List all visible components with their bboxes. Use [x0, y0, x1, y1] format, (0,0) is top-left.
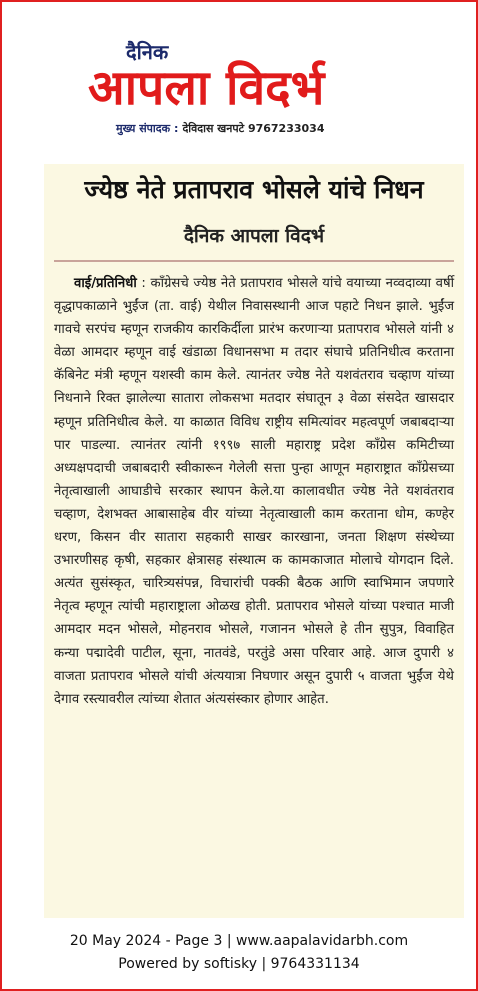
- article-publication: दैनिक आपला विदर्भ: [183, 225, 325, 247]
- article-divider: [54, 260, 454, 262]
- editor-separator: :: [174, 122, 179, 135]
- editor-name: देविदास खनपटे 9767233034: [182, 122, 325, 135]
- article-body: [54, 272, 454, 711]
- masthead-title: आपला विदर्भ: [88, 60, 325, 116]
- article-headline: ज्येष्ठ नेते प्रतापराव भोसले यांचे निधन: [84, 175, 424, 204]
- editor-line: [116, 122, 324, 136]
- editor-label: मुख्य संपादक: [116, 122, 171, 135]
- article-dateline: वाई/प्रतिनिधी: [74, 276, 137, 291]
- footer-powered-by: Powered by softisky | 9764331134: [118, 956, 360, 972]
- article-body-text: : काँग्रेसचे ज्येष्ठ नेते प्रतापराव भोसले यांचे वयाच्या नव्वदाव्या वर्षी वृद्धापकाळाने भुईंज (ता. वाई) येथील निवासस्थानी आज पहाटे निधन झाले. भुईंज गावचे सरपंच म्हणून राजकीय कारकिर्दीला प्रारंभ करणाऱ्या प्रतापराव भोसले यांनी ४ वेळा आमदार म्हणून वाई खंडाळा विधानसभा म तदार संघाचे प्रतिनिधीत्व करताना कॅबिनेट मंत्री म्हणून यशस्वी काम केले. त्यानंतर ज्येष्ठ नेते यशवंतराव चव्हाण यांच्या निधनाने रिक्त झालेल्या सातारा लोकसभा मतदार संघातून ३ वेळा संसदेत खासदार म्हणून प्रतिनिधीत्व केले. या काळात विविध राष्ट्रीय समित्यांवर महत्वपूर्ण जबाबदाऱ्या पार पाडल्या. त्यानंतर त्यांनी १९९७ साली महाराष्ट्र प्रदेश काँग्रेस कमिटीच्या अध्यक्षपदाची जबाबदारी स्वीकारून गेलेली सत्ता पुन्हा आणून महाराष्ट्रात काँग्रेसच्या नेतृत्वाखाली आघाडीचे सरकार स्थापन केले.या कालावधीत ज्येष्ठ नेते यशवंतराव चव्हाण, देशभक्त आबासाहेब वीर यांच्या नेतृत्वाखाली काम करताना धोम, कण्हेर धरण, किसन वीर सातारा सहकारी साखर कारखाना, जनता शिक्षण संस्थेच्या उभारणीसह कृषी, सहकार क्षेत्रासह संस्थात्म क कामकाजात मोलाचे योगदान दिले. अत्यंत सुसंस्कृत, चारित्र्यसंपन्न, विचारांची पक्की बैठक आणि स्वाभिमान जपणारे नेतृत्व म्हणून त्यांची महाराष्ट्राला ओळख होती. प्रतापराव भोसले यांच्या पश्चात माजी आमदार मदन भोसले, मोहनराव भोसले, गजानन भोसले हे तीन सुपुत्र, विवाहित कन्या पद्मादेवी पाटील, सूना, नातवंडे, परतुंडे असा परिवार आहे. आज दुपारी ४ वाजता प्रतापराव भोसले यांची अंत्ययात्रा निघणार असून दुपारी ५ वाजता भुईंज येथे देगाव रस्त्यावरील त्यांच्या शेतात अंत्यसंस्कार होणार आहेत.: [54, 276, 454, 707]
- footer-date-page: 20 May 2024 - Page 3 | www.aapalavidarbh.com: [69, 933, 409, 949]
- article-block: [44, 164, 464, 918]
- masthead-small-title: दैनिक: [126, 40, 169, 64]
